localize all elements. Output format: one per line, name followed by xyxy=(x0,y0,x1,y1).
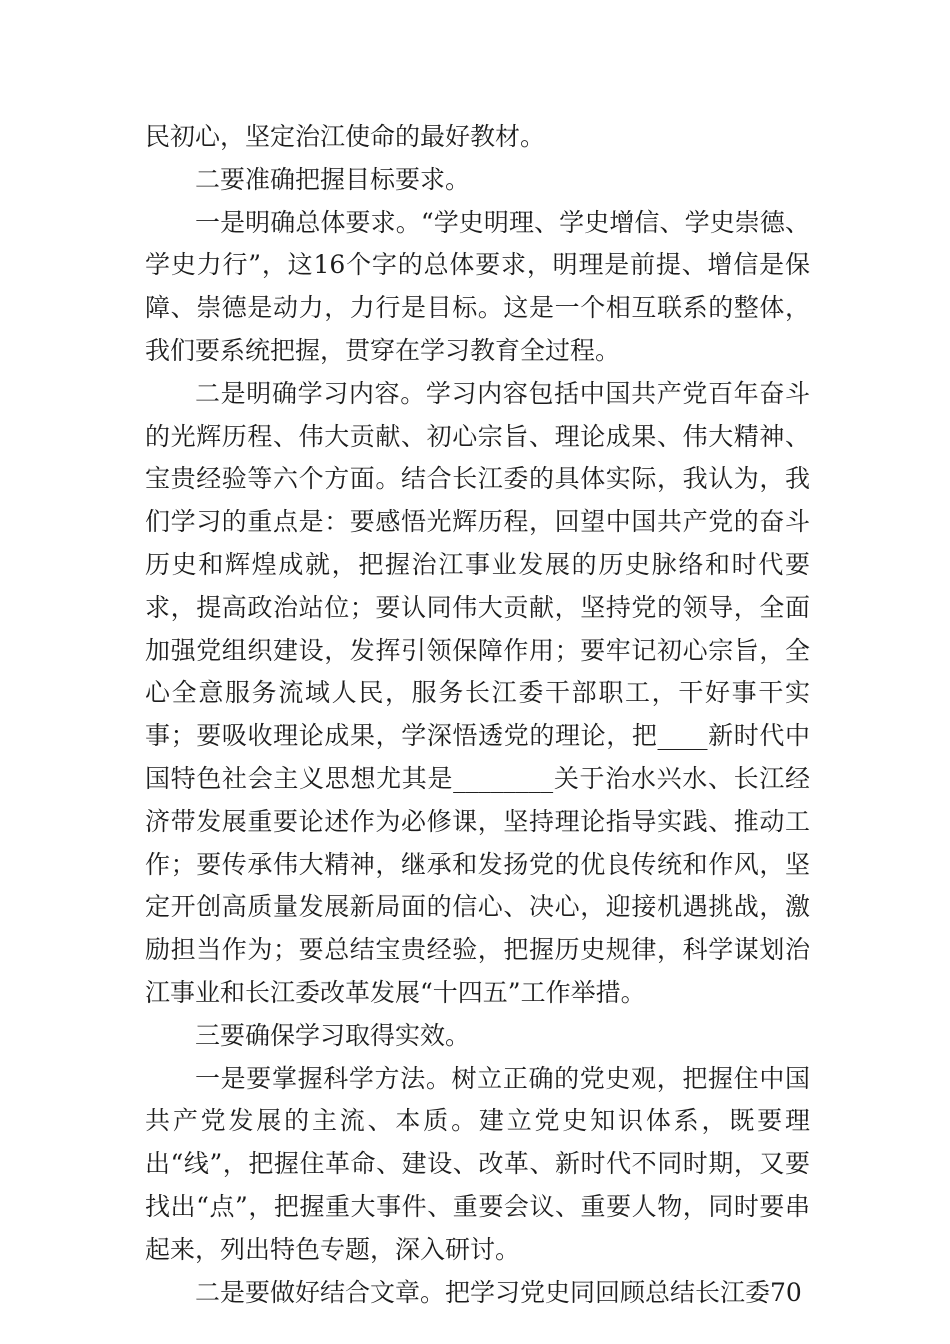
paragraph-scientific-method: 一是要掌握科学方法。树立正确的党史观，把握住中国共产党发展的主流、本质。建立党史知识体系，既要理出“线”，把握住革命、建设、改革、新时代不同时期，又要找出“点”，把握重大事件、重要会议、重要人物，同时要串起来，列出特色专题，深入研讨。 xyxy=(145,1063,810,1264)
section-heading-objectives: 二要准确把握目标要求。 xyxy=(195,164,471,194)
paragraph-study-content: 二是明确学习内容。学习内容包括中国共产党百年奋斗的光辉历程、伟大贡献、初心宗旨、理论成果、伟大精神、宝贵经验等六个方面。结合长江委的具体实际，我认为，我们学习的重点是：要感悟光辉历程，回望中国共产党的奋斗历史和辉煌成就，把握治江事业发展的历史脉络和时代要求，提高政治站位；要认同伟大贡献，坚持党的领导，全面加强党组织建设，发挥引领保障作用；要牢记初心宗旨，全心全意服务流域人民，服务长江委干部职工，干好事干实事；要吸收理论成果，学深悟透党的理论，把____新时代中国特色社会主义思想尤其是________关于治水兴水、长江经济带发展重要论述作为必修课，坚持理论指导实践、推动工作；要传承伟大精神，继承和发扬党的优良传统和作风，坚定开创高质量发展新局面的信心、决心，迎接机遇挑战，激励担当作为；要总结宝贵经验，把握历史规律，科学谋划治江事业和长江委改革发展“十四五”工作举措。 xyxy=(145,378,810,1007)
paragraph-integration: 二是要做好结合文章。把学习党史同回顾总结长江委70 xyxy=(195,1277,802,1307)
paragraph-continued: 民初心，坚定治江使命的最好教材。 xyxy=(145,122,546,151)
paragraph-overall-requirements: 一是明确总体要求。“学史明理、学史增信、学史崇德、学史力行”，这16个字的总体要求，明理是前提、增信是保障、崇德是动力，力行是目标。这是一个相互联系的整体，我们要系统把握，贯穿在学习教育全过程。 xyxy=(145,207,810,365)
document-body xyxy=(145,116,810,1314)
section-heading-effectiveness: 三要确保学习取得实效。 xyxy=(195,1020,471,1050)
